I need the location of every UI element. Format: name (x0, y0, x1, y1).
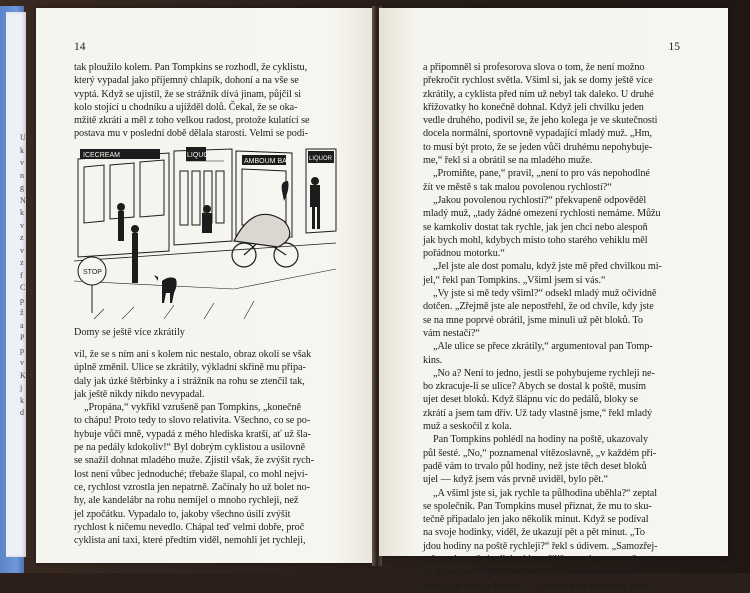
underlying-text-fragment: f (20, 270, 23, 280)
text-line: vil, že se s ním ani s kolem nic nestalo, obraz okolí se však (74, 349, 312, 360)
text-line: vám nestačí?“ (423, 327, 480, 339)
text-line: „Vy jste si mě tedy všiml?“ odsekl mladý muž očividně (423, 288, 657, 300)
text-line: postava mu v poslední době dělala starosti. Velmi se podi- (74, 128, 309, 140)
text-line: mladý muž, „tady žádné omezení rychlosti nemáme. Můžu (423, 208, 661, 220)
underlying-text-fragment: d (20, 408, 24, 417)
underlying-text-fragment: p (20, 345, 24, 355)
text-line: se na mne poprvé obrátil, jsme minuli už pět bloků. To (423, 314, 643, 326)
text-line: žít ve městě s tak malou povolenou rychlostí?“ (423, 181, 612, 193)
text-line: a připomněl si profesorova slova o tom, že není možno (423, 62, 645, 73)
street-illustration (74, 141, 336, 319)
text-line: vedle druhého, podivil se, že jeho kolega je ve skutečnosti (423, 115, 658, 127)
text-line: úplně změnil. Ulice se zkrátily, výkladní skříně mu připa- (74, 362, 306, 374)
underlying-text-fragment: a (20, 320, 24, 330)
left-page-text-top (74, 61, 309, 141)
stop-sign-label: STOP (83, 269, 102, 276)
text-line: daly jak úzké štěrbinky a i strážník na rohu se ztenčil tak, (74, 375, 305, 387)
text-line: lost není vůbec jednoduché; třebaže šlapal, co mohl nejví- (74, 468, 308, 480)
text-line: docela normální, sportovně vypadající mladý muž. „Hm, (423, 128, 653, 140)
text-line: „Ale ulice se přece zkrátily,“ argumentoval pan Tomp- (423, 341, 653, 353)
underlying-text-fragment: v (20, 245, 24, 255)
text-line: překročit rychlost světla. Všiml si, jak se domy ještě více (423, 75, 653, 87)
text-line: „No a? Není to jedno, jestli se pohybujeme rychleji ne- (423, 367, 655, 379)
text-line: „A všiml jste si, jak rychle ta půlhodina uběhla?“ zeptal (423, 487, 658, 499)
text-line: zkrátí a jsem tam dřív. Už tady vlastně jsme,“ řekl mladý (423, 407, 653, 419)
right-page-text (423, 61, 662, 593)
right-page (379, 8, 728, 592)
text-line: jdou hodiny na poště rychleji?“ řekl s údivem. „Samozřej- (423, 540, 658, 552)
underlying-text-fragment: z (20, 233, 24, 242)
text-line: tečně připadalo jen jako několik minut. Když se podíval (423, 514, 649, 526)
text-line: to chápu! Proto tedy to slovo relativita. Všechno, co se po- (74, 415, 311, 427)
text-line: cyklista ani taxi, které předtím viděl, nemohli jet rychleji, (74, 535, 306, 547)
text-line: mžitě zkrátí a měl z toho velkou radost, protože kulatící se (74, 115, 310, 127)
text-line: pořádnou motorku.“ (423, 248, 505, 260)
text-line: hybuje vůči mně, vypadá z mého hlediska kratší, ať už šla- (74, 428, 311, 440)
page-number: 14 (74, 41, 86, 53)
underlying-text-fragment: U (20, 133, 26, 142)
text-line: Pan Tompkins pohlédl na hodiny na poště, ukazovaly (423, 434, 649, 446)
text-line: „Jel jste ale dost pomalu, když jste mě před chvilkou mi- (423, 261, 662, 273)
illustration-caption: Domy se ještě více zkrátily (74, 327, 185, 338)
underlying-text-fragment: N (20, 195, 26, 205)
underlying-text-fragment: z (20, 258, 24, 267)
text-line: to musí být proto, že se jeden vůči druhému nepohybuje- (423, 141, 653, 153)
text-line: jel zpočátku. Vypadalo to, jakoby všechno úsilí zvýšit (74, 508, 291, 520)
text-line: kolo stojící u chodníku a ujížděl dolů. Čekal, že se oka- (74, 101, 298, 113)
text-line: me,“ řekl si a obrátil se na mladého muže. (423, 155, 593, 167)
text-line: ce, rychlost vzrostla jen nepatrně. Začínaly ho už bolet no- (74, 481, 311, 493)
text-line: „Jakou povolenou rychlostí?“ překvapeně odpověděl (423, 194, 647, 206)
text-line: dotčen. „Zřejmě jste ale nepostřehl, že od chvíle, kdy jste (423, 301, 654, 313)
underlying-text-fragment: ž (20, 308, 24, 317)
text-line: bo zkracuje-li se ulice? Abych se dostal k poště, musím (423, 381, 647, 393)
underlying-text-fragment: v (20, 220, 24, 230)
text-line: „Propána,“ vykřikl vzrušeně pan Tompkins, „konečně (74, 402, 301, 414)
text-line: „Promiňte, pane,“ pravil, „není to pro vás nepohodlné (423, 168, 650, 180)
text-line: mě, anebo vaše hodinky jdou příliš pomalu — prostě pro- (423, 553, 656, 565)
text-line: rychlost k ničemu nevedlo. Chápal teď velmi dobře, proč (74, 521, 305, 533)
underlying-text-fragment: g (20, 183, 24, 192)
underlying-text-fragment: C (20, 283, 26, 292)
underlying-text-fragment: P (20, 333, 25, 342)
text-line: muž a seskočil z kola. (423, 421, 512, 433)
underlying-text-fragment: k (20, 208, 24, 217)
underlying-text-fragment: v (20, 158, 24, 167)
underlying-text-fragment: j (20, 383, 23, 392)
underlying-text-fragment: v (20, 358, 24, 367)
text-line: pe na pedály kdokoliv!“ Byl dobrým cyklistou a usilovně (74, 442, 305, 454)
text-line: křižovatky ho konečně dohnal. Když jeli chvilku jeden (423, 101, 644, 113)
underlying-text-fragment: K (20, 370, 26, 380)
text-line: se společník. Pan Tompkins musel přiznat, že mu to sku- (423, 500, 652, 512)
text-line: půl šesté. „No,“ poznamenal vítězoslavně, „v každém pří- (423, 447, 657, 459)
text-line: zkrátily, a cyklista před ním už nebyl tak daleko. U druhé (423, 88, 654, 100)
text-line: se kamkoliv dostat tak rychle, jak jen chci nebo alespoň (423, 221, 648, 233)
text-line: ujet deset bloků. Když šlápnu víc do pedálů, bloky se (423, 394, 638, 406)
text-line: který vypadal jako příjemný chlapík, dohoní a na vše se (74, 75, 299, 87)
underlying-text-fragment: n (20, 170, 24, 180)
underlying-page-edge (6, 12, 26, 557)
sign-liquor: LIQUO (187, 152, 209, 159)
text-line: se snažil dohnat mladého muže. Zjistil však, že zvýšit rych- (74, 455, 315, 467)
text-line: ujel — když jsem vás prvně uviděl, bylo pět.“ (423, 474, 609, 486)
sign-amboum-bar: AMBOUM BAR (244, 158, 292, 165)
text-line: hy, ale kandelábr na rohu nemíjel o mnoho rychleji, než (74, 495, 299, 507)
text-line: to, že vy jste jel příliš rychle. Co je to vlastně s vámi? (423, 567, 639, 579)
text-line: Spadl jste snad z Měsíce?“ A mladý muž odešel na poštu. (423, 580, 655, 592)
page-number: 15 (668, 41, 680, 53)
text-line: padě vám to trvalo půl hodiny, než jste těch deset bloků (423, 460, 647, 472)
left-page (36, 8, 375, 563)
left-page-text-bottom (74, 348, 314, 547)
text-line: jak bych mohl, kdybych místo toho starého vehiklu měl (423, 234, 648, 246)
underlying-text-fragment: k (20, 145, 24, 155)
sign-liquor-right: LIQUOR (309, 156, 333, 162)
text-line: na svoje hodinky, viděl, že ukazují pět a pět minut. „To (423, 527, 645, 539)
text-line: vyptá. Když se ujistil, že se strážník dívá jinam, půjčil si (74, 88, 302, 100)
text-line: tak ploužilo kolem. Pan Tompkins se rozhodl, že cyklistu, (74, 62, 308, 73)
text-line: kins. (423, 354, 443, 366)
text-line: jel,“ řekl pan Tompkins. „Všiml jsem si vás.“ (423, 274, 606, 286)
underlying-text-fragment: p (20, 295, 24, 305)
sign-icecream: ICECREAM (83, 152, 120, 159)
text-line: jak ještě nikdy nikdo nevypadal. (74, 388, 205, 400)
underlying-text-fragment: k (20, 395, 24, 405)
